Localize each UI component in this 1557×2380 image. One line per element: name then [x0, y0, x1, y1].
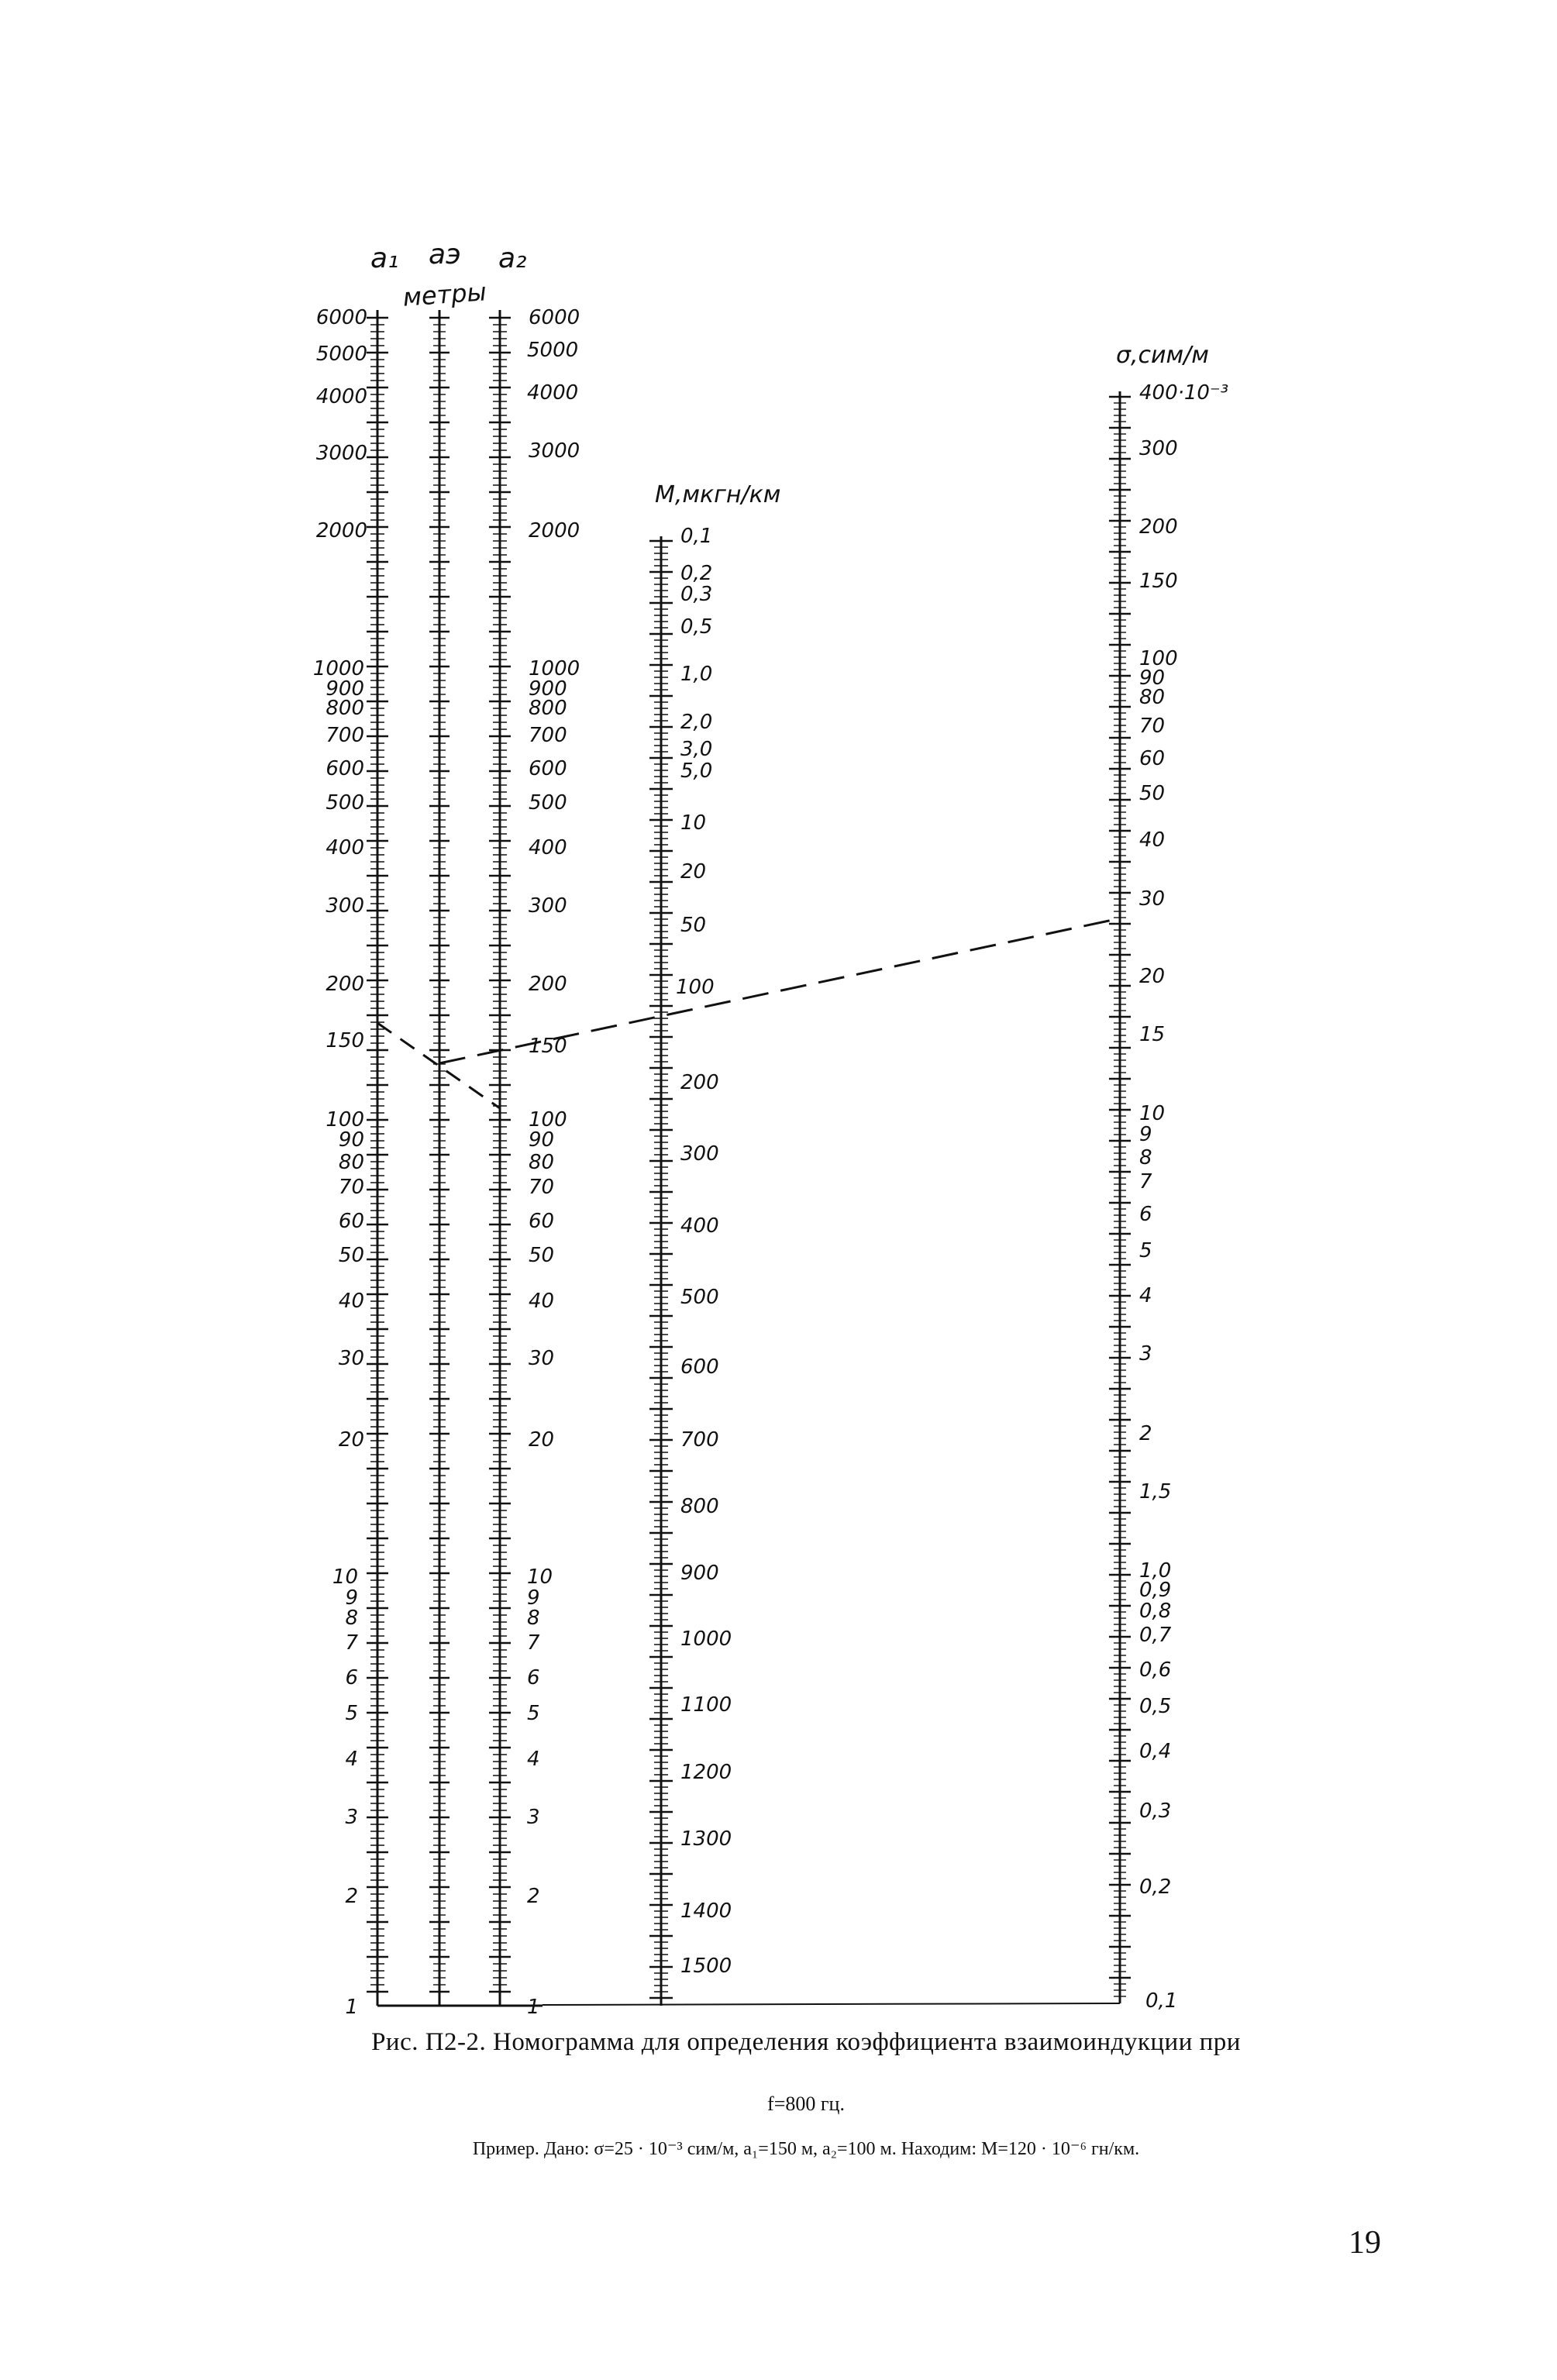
a1-label: 900	[326, 677, 364, 701]
sigma-label: 80	[1139, 686, 1166, 709]
a2-label: 9	[527, 1586, 540, 1610]
a2-label: 2000	[529, 519, 580, 542]
a2-label: 4000	[527, 381, 579, 405]
m-label: 2,0	[680, 711, 713, 734]
m-label: 1500	[680, 1955, 732, 1978]
a2-label: 700	[529, 724, 567, 747]
a2-label: 100	[529, 1108, 567, 1131]
a1-label: 4	[345, 1748, 358, 1771]
sigma-label: 20	[1139, 965, 1166, 988]
m-label: 0,5	[680, 615, 713, 639]
a2-label: 600	[529, 757, 567, 780]
m-label: 500	[680, 1286, 719, 1309]
label-a1: a₁	[370, 243, 399, 274]
a1-label: 150	[326, 1029, 364, 1052]
sigma-label: 0,1	[1145, 1989, 1178, 2013]
a2-label: 3000	[529, 439, 580, 463]
sigma-label: 0,8	[1139, 1600, 1172, 1623]
a1-label: 1000	[312, 657, 364, 680]
a2-label: 1000	[529, 657, 580, 680]
sigma-label: 8	[1139, 1146, 1152, 1169]
sigma-label: 4	[1139, 1284, 1152, 1307]
a2-label: 300	[529, 894, 567, 918]
a2-label: 5	[527, 1702, 540, 1725]
baseline-right	[543, 2003, 1120, 2005]
a2-label: 7	[527, 1631, 540, 1655]
sigma-label: 0,6	[1139, 1658, 1172, 1682]
figure-caption: Рис. П2-2. Номограмма для определения коэффициента взаимоиндукции при	[371, 2028, 1241, 2056]
a2-label: 80	[529, 1151, 555, 1174]
m-label: 400	[680, 1214, 719, 1238]
m-label: 200	[680, 1071, 719, 1094]
a2-label: 800	[529, 697, 567, 720]
sigma-label: 90	[1139, 666, 1166, 690]
m-label: 1400	[680, 1900, 732, 1923]
sigma-label: 5	[1139, 1239, 1152, 1262]
m-label: 900	[680, 1562, 719, 1585]
label-a2: a₂	[498, 243, 527, 274]
a2-label: 150	[529, 1035, 567, 1058]
m-label: 50	[680, 914, 707, 937]
m-label: 800	[680, 1495, 719, 1518]
axis-m-title: M,мкгн/км	[655, 481, 781, 508]
sigma-label: 0,3	[1139, 1800, 1172, 1823]
a2-label: 8	[527, 1607, 540, 1630]
a1-label: 3000	[315, 442, 367, 465]
m-label: 700	[680, 1428, 719, 1452]
a2-label: 3	[527, 1806, 540, 1829]
a2-label: 2	[527, 1885, 540, 1908]
sigma-label: 9	[1139, 1123, 1152, 1146]
axis-m-labels	[676, 525, 732, 1978]
m-label: 1300	[680, 1827, 732, 1851]
a2-label: 900	[529, 677, 567, 701]
sigma-label: 2	[1139, 1422, 1152, 1445]
a1-label: 50	[338, 1244, 364, 1267]
m-label: 600	[680, 1355, 719, 1379]
axis-a2-labels	[527, 306, 580, 2019]
sigma-label: 40	[1139, 828, 1166, 852]
a2-label: 4	[527, 1748, 540, 1771]
a1-label: 1	[345, 1996, 358, 2019]
sigma-label: 300	[1139, 437, 1178, 460]
a1-label: 700	[326, 724, 364, 747]
a2-label: 90	[529, 1128, 555, 1152]
a2-label: 400	[529, 836, 567, 859]
a2-label: 60	[529, 1210, 555, 1233]
a2-label: 500	[529, 791, 567, 815]
sigma-label: 7	[1139, 1170, 1152, 1193]
sigma-label: 15	[1139, 1023, 1166, 1046]
a2-label: 70	[529, 1176, 555, 1199]
m-label: 0,1	[680, 525, 713, 548]
a2-label: 6000	[529, 306, 580, 329]
m-label: 1200	[680, 1761, 732, 1784]
a1-label: 5	[345, 1702, 358, 1725]
a2-label: 10	[527, 1565, 553, 1589]
a2-label: 20	[529, 1428, 555, 1452]
m-label: 1000	[680, 1627, 732, 1651]
sigma-label: 0,2	[1139, 1875, 1172, 1899]
a1-label: 70	[338, 1176, 364, 1199]
a1-label: 9	[345, 1586, 358, 1610]
sigma-label: 3	[1139, 1342, 1152, 1366]
m-label: 10	[680, 811, 707, 835]
m-label: 100	[676, 976, 715, 999]
sigma-label: 10	[1139, 1102, 1166, 1125]
a1-label: 10	[332, 1565, 358, 1589]
label-ae: aэ	[429, 239, 461, 270]
a1-label: 300	[326, 894, 364, 918]
a2-label: 6	[527, 1666, 540, 1689]
m-label: 3,0	[680, 738, 713, 761]
a1-label: 80	[338, 1151, 364, 1174]
sigma-label: 60	[1139, 747, 1166, 770]
a1-label: 100	[326, 1108, 364, 1131]
a1-label: 6	[345, 1666, 358, 1689]
axis-sigma-title: σ,сим/м	[1116, 342, 1209, 369]
a1-label: 90	[338, 1128, 364, 1152]
a1-label: 500	[326, 791, 364, 815]
a1-label: 5000	[315, 343, 367, 366]
figure-example: Пример. Дано: σ=25 · 10⁻³ сим/м, a₁=150 м, a₂=100 м. Находим: M=120 · 10⁻⁶ гн/км.	[472, 2139, 1140, 2159]
a2-label: 1	[527, 1996, 540, 2019]
a1-label: 7	[345, 1631, 358, 1655]
m-label: 1,0	[680, 663, 713, 686]
sigma-label: 1,5	[1139, 1480, 1172, 1503]
a2-label: 5000	[527, 339, 579, 362]
axis-a1-labels	[313, 306, 367, 2019]
m-label: 5,0	[680, 759, 713, 783]
sigma-label: 150	[1139, 570, 1178, 593]
m-label: 1100	[680, 1693, 732, 1717]
page-number: 19	[1349, 2225, 1381, 2261]
a1-label: 400	[326, 836, 364, 859]
a1-label: 2	[345, 1885, 358, 1908]
a1-label: 60	[338, 1210, 364, 1233]
m-label: 0,3	[680, 583, 713, 606]
label-units: метры	[401, 277, 487, 312]
a1-label: 30	[338, 1347, 364, 1370]
a1-label: 2000	[315, 519, 367, 542]
sigma-label: 0,4	[1139, 1740, 1172, 1763]
sigma-label: 400·10⁻³	[1139, 381, 1229, 405]
a2-label: 40	[529, 1290, 555, 1313]
m-label: 300	[680, 1142, 719, 1166]
axis-sigma-labels	[1139, 381, 1228, 2013]
a1-label: 4000	[315, 385, 367, 408]
sigma-label: 30	[1139, 887, 1166, 911]
sigma-label: 100	[1139, 647, 1178, 670]
sigma-label: 70	[1139, 715, 1166, 738]
a2-label: 200	[529, 973, 567, 996]
a1-label: 3	[345, 1806, 358, 1829]
sigma-label: 0,7	[1139, 1624, 1172, 1647]
figure-caption-frequency: f=800 гц.	[767, 2092, 845, 2115]
a1-label: 800	[326, 697, 364, 720]
sigma-label: 0,5	[1139, 1695, 1172, 1718]
sigma-label: 0,9	[1139, 1579, 1172, 1602]
a2-label: 30	[529, 1347, 555, 1370]
m-label: 20	[680, 860, 707, 883]
a2-label: 50	[529, 1244, 555, 1267]
a1-label: 600	[326, 757, 364, 780]
sigma-label: 200	[1139, 515, 1178, 539]
m-label: 0,2	[680, 562, 713, 585]
sigma-label: 50	[1139, 782, 1166, 805]
a1-label: 40	[338, 1290, 364, 1313]
sigma-label: 6	[1139, 1203, 1152, 1226]
sigma-label: 1,0	[1139, 1559, 1172, 1583]
a1-label: 6000	[315, 306, 367, 329]
a1-label: 8	[345, 1607, 358, 1630]
a1-label: 200	[326, 973, 364, 996]
a1-label: 20	[338, 1428, 364, 1452]
